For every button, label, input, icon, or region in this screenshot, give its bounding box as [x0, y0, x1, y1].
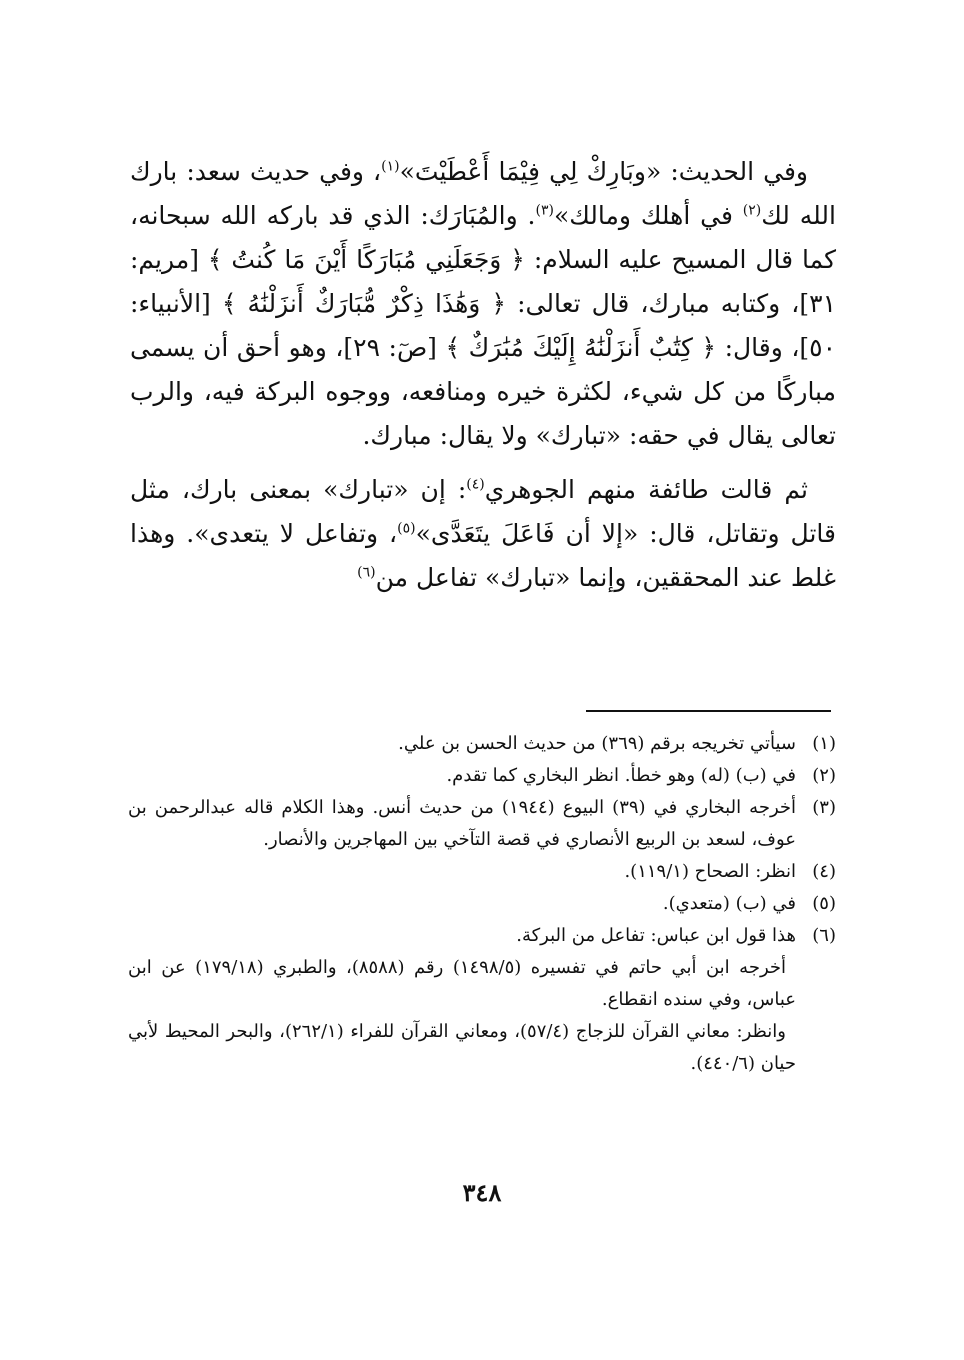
text-segment: : إن «تبارك» بمعنى بارك، مثل قاتل وتقاتل، قال: «إلا أن فَاعَلَ يتَعَدَّى»	[130, 475, 837, 548]
footnote-number: (١)	[812, 733, 836, 754]
footnote-number: (٢)	[812, 765, 836, 786]
footnote-text: سيأتي تخريجه برقم (٣٦٩) من حديث الحسن بن علي.	[398, 733, 796, 754]
footnote-6	[128, 920, 836, 952]
footnote-continuation: وانظر: معاني القرآن للزجاج (٥٧/٤)، ومعاني القرآن للفراء (٢٦٢/١)، والبحر المحيط لأبي حيان (٤٤٠/٦).	[128, 1021, 796, 1074]
footnote-separator	[586, 710, 831, 712]
page-number: ٣٤٨	[462, 1178, 502, 1207]
text-segment: في أهلك ومالك»	[553, 201, 743, 230]
footnote-3	[128, 792, 836, 856]
footnote-text: أخرجه البخاري في (٣٩) البيوع (١٩٤٤) من حديث أنس. وهذا الكلام قاله عبدالرحمن بن عوف، لسعد بن الربيع الأنصاري في قصة التآخي بين المهاجرين والأنصار.	[128, 797, 797, 850]
footnote-4	[128, 856, 836, 888]
footnote-continuation: أخرجه ابن أبي حاتم في تفسيره (١٤٩٨/٥) رقم (٨٥٨٨)، والطبري (١٧٩/١٨) عن ابن عباس، وفي سنده انقطاع.	[128, 957, 796, 1010]
footnotes	[128, 728, 836, 1080]
footnote-ref-5: (٥)	[397, 520, 416, 537]
footnote-text: في (ب) (له) وهو خطأ. انظر البخاري كما تقدم.	[446, 765, 796, 786]
footnote-text: في (ب) (متعدي).	[662, 893, 796, 914]
footnote-ref-6: (٦)	[357, 564, 376, 581]
footnote-number: (٦)	[812, 925, 836, 946]
footnote-ref-2: (٢)	[742, 202, 762, 219]
footnote-number: (٣)	[812, 797, 836, 818]
text-segment: ثم قالت طائفة منهم الجوهري	[484, 475, 808, 504]
footnote-text: هذا قول ابن عباس: تفاعل من البركة.	[516, 925, 796, 946]
footnote-ref-3: (٣)	[535, 202, 554, 219]
text-segment: . والمُبَارَك: الذي قد باركه الله سبحانه، كما قال المسيح عليه السلام: ﴿ وَجَعَلَنِي مُبَارَكًا أَيْنَ مَا كُنتُ ﴾ [مريم: ٣١]، وكتابه مبارك، قال تعالى: ﴿ وَهَٰذَا ذِكْرٌ مُّبَارَكٌ أَنزَلْنَٰهُ ﴾ [الأنبياء: ٥٠]، وقال: ﴿ كِتَٰبٌ أَنزَلْنَٰهُ إِلَيْكَ مُبَٰرَكٌ ﴾ [صٓ: ٢٩]، وهو أحق أن يسمى مباركًا من كل شيء، لكثرة خيره ومنافعه، ووجوه البركة فيه، والرب تعالى يقال في حقه: «تبارك» ولا يقال: مبارك.	[130, 201, 836, 450]
footnote-number: (٤)	[812, 861, 836, 882]
footnote-text: انظر: الصحاح (١١٩/١).	[624, 861, 796, 882]
main-text	[130, 150, 836, 600]
footnote-number: (٥)	[812, 893, 836, 914]
text-segment: وفي الحديث: «وبَارِكْ لِي فِيْمَا أَعْطَيْتَ»	[399, 157, 809, 186]
paragraph-2	[130, 468, 836, 600]
footnote-5	[128, 888, 836, 920]
footnote-ref-4: (٤)	[466, 476, 485, 493]
footnote-ref-1: (١)	[381, 158, 400, 175]
footnote-1	[128, 728, 836, 760]
footnote-2	[128, 760, 836, 792]
text-segment: ، وتفاعل لا يتعدى». وهذا غلط عند المحققين، وإنما «تبارك» تفاعل من	[130, 519, 836, 592]
paragraph-1	[130, 150, 836, 458]
text-segment: ، وفي حديث سعد: بارك الله لك	[130, 157, 836, 230]
